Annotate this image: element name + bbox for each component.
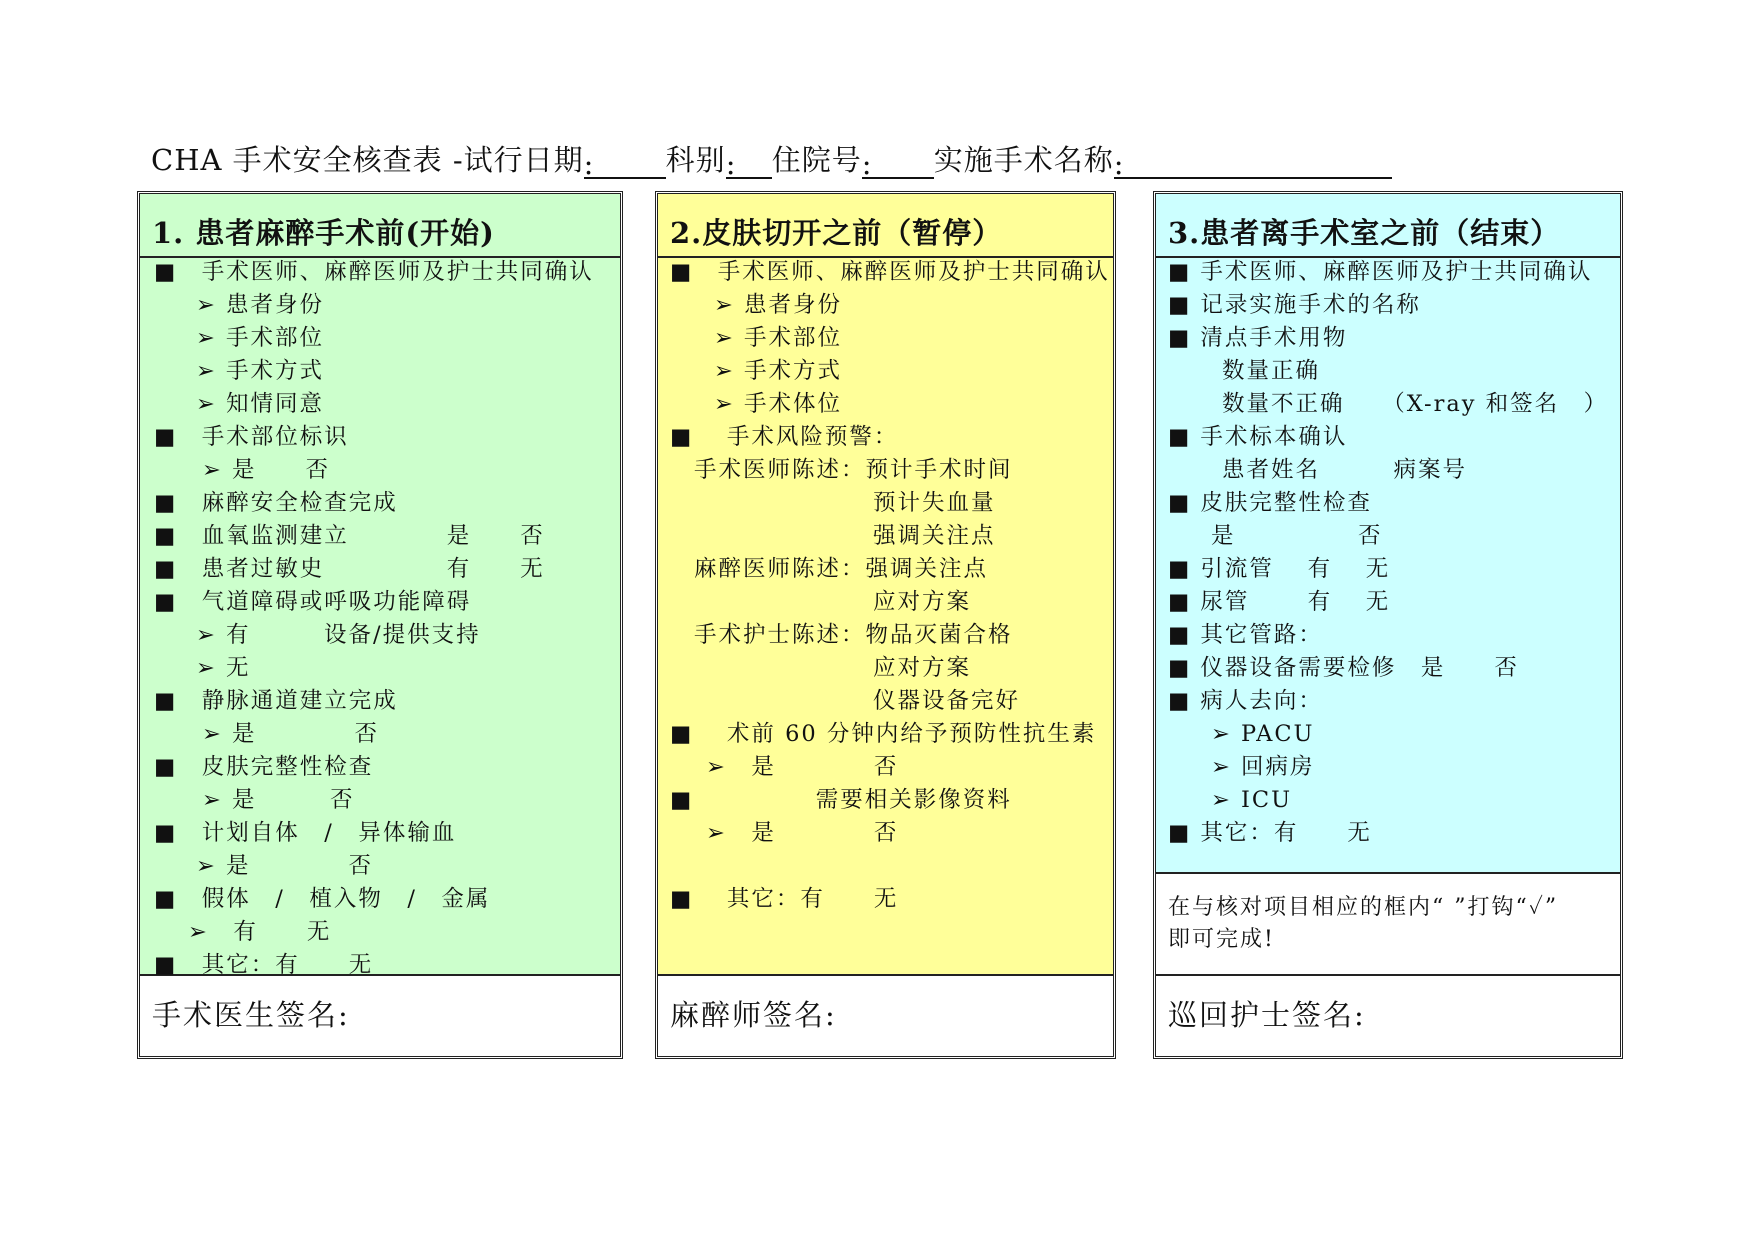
checklist-line[interactable]: ➢ 手术部位 xyxy=(714,325,843,351)
checklist-line[interactable]: ➢ 患者身份 xyxy=(714,292,843,318)
checklist-line[interactable]: ➢ 有 无 xyxy=(188,919,332,945)
checklist-line[interactable]: ➢ 是 否 xyxy=(706,820,899,846)
surgery-name-label: 实施手术名称 xyxy=(933,143,1114,177)
dept-blank[interactable]: : xyxy=(726,147,772,179)
instruction-line-1: 在与核对项目相应的框内“ ”打钩“✓” xyxy=(1168,895,1559,920)
checklist-line[interactable]: ➢ 是 否 xyxy=(202,721,380,747)
checklist-line: 应对方案 xyxy=(873,589,972,615)
checklist-line: 患者姓名 病案号 xyxy=(1222,457,1468,483)
checklist-line[interactable]: ■ 皮肤完整性检查 xyxy=(154,754,374,780)
checklist-line[interactable]: ➢ 是 否 xyxy=(196,853,374,879)
sign-in-header: 1. 患者麻醉手术前(开始) xyxy=(140,194,620,258)
checklist-line: 仪器设备完好 xyxy=(873,688,1021,714)
title-prefix: CHA 手术安全核查表 -试行日期 xyxy=(151,143,584,177)
checklist-line[interactable]: ➢ 是 否 xyxy=(202,457,331,483)
checklist-line[interactable]: ➢ 手术方式 xyxy=(196,358,325,384)
checklist-line: 预计失血量 xyxy=(873,490,996,516)
checklist-line[interactable]: ➢ 手术体位 xyxy=(714,391,843,417)
checklist-line[interactable]: ■ 病人去向： xyxy=(1168,688,1323,714)
sign-in-section xyxy=(137,191,623,1059)
time-out-checklist xyxy=(658,258,1113,976)
checklist-line: 麻醉医师陈述：强调关注点 xyxy=(694,556,989,582)
admission-blank[interactable]: : xyxy=(862,147,934,179)
sign-out-header: 3.患者离手术室之前（结束） xyxy=(1156,194,1620,258)
instruction-note xyxy=(1156,878,1620,976)
checklist-line[interactable]: 是 否 xyxy=(1211,523,1383,549)
checklist-line[interactable]: ■ 仪器设备需要检修 是 否 xyxy=(1168,655,1519,681)
checklist-line[interactable]: ■ 其它：有 无 xyxy=(1168,820,1372,846)
checklist-line[interactable]: ■ 麻醉安全检查完成 xyxy=(154,490,398,516)
checklist-line[interactable]: ■ 手术医师、麻醉医师及护士共同确认 xyxy=(154,259,594,285)
form-title xyxy=(151,138,1392,179)
checklist-line[interactable]: ➢ 知情同意 xyxy=(196,391,325,417)
admission-label: 住院号 xyxy=(771,143,862,177)
checklist-line[interactable]: ➢ 有 设备/提供支持 xyxy=(196,622,481,648)
checklist-line[interactable]: ■ 假体 / 植入物 / 金属 xyxy=(154,886,491,912)
checklist-line[interactable]: ■ 手术医师、麻醉医师及护士共同确认 xyxy=(1168,259,1593,285)
checklist-line[interactable]: ■ 需要相关影像资料 xyxy=(670,787,1012,813)
anesthetist-signature-field[interactable]: 麻醉师签名: xyxy=(670,998,837,1032)
date-blank[interactable]: : xyxy=(584,147,666,179)
checklist-line[interactable]: ■ 血氧监测建立 是 否 xyxy=(154,523,545,549)
checklist-line[interactable]: ■ 计划自体 / 异体输血 xyxy=(154,820,457,846)
surgeon-signature-field[interactable]: 手术医生签名: xyxy=(152,998,350,1032)
checklist-line: 应对方案 xyxy=(873,655,972,681)
checklist-line[interactable]: ➢ ICU xyxy=(1211,787,1293,813)
checklist-line[interactable]: ➢ PACU xyxy=(1211,721,1315,747)
checklist-line: 强调关注点 xyxy=(873,523,996,549)
checklist-line[interactable]: ➢ 是 否 xyxy=(202,787,355,813)
checklist-line: 手术医师陈述：预计手术时间 xyxy=(694,457,1013,483)
checklist-line[interactable]: ■ 手术风险预警： xyxy=(670,424,899,450)
checklist-line[interactable]: ■ 其它：有 无 xyxy=(670,886,899,912)
checklist-line[interactable]: ➢ 是 否 xyxy=(706,754,899,780)
checklist-line[interactable]: ■ 患者过敏史 有 无 xyxy=(154,556,545,582)
sign-out-section xyxy=(1153,191,1623,1059)
checklist-line[interactable]: ■ 手术标本确认 xyxy=(1168,424,1348,450)
checklist-line[interactable]: ■ 气道障碍或呼吸功能障碍 xyxy=(154,589,472,615)
dept-label: 科别 xyxy=(665,143,726,177)
surgery-name-blank[interactable]: : xyxy=(1114,147,1392,179)
checklist-line[interactable]: ➢ 手术方式 xyxy=(714,358,843,384)
checklist-line[interactable]: ➢ 回病房 xyxy=(1211,754,1315,780)
sign-out-checklist xyxy=(1156,258,1620,874)
checklist-line[interactable]: ■ 记录实施手术的名称 xyxy=(1168,292,1421,318)
sign-in-checklist xyxy=(140,258,620,976)
checklist-line[interactable]: ■ 清点手术用物 xyxy=(1168,325,1348,351)
checklist-line[interactable]: ■ 引流管 有 无 xyxy=(1168,556,1391,582)
time-out-header: 2.皮肤切开之前（暂停） xyxy=(658,194,1113,258)
checklist-line[interactable]: ■ 其它：有 无 xyxy=(154,952,374,978)
instruction-line-2: 即可完成! xyxy=(1168,927,1275,952)
checklist-line[interactable]: ■ 术前 60 分钟内给予预防性抗生素 xyxy=(670,721,1097,747)
checklist-line[interactable]: ➢ 患者身份 xyxy=(196,292,325,318)
checklist-line[interactable]: ➢ 无 xyxy=(196,655,251,681)
checklist-line[interactable]: ■ 手术部位标识 xyxy=(154,424,349,450)
checklist-line: 手术护士陈述：物品灭菌合格 xyxy=(694,622,1013,648)
checklist-line[interactable]: 数量正确 xyxy=(1222,358,1321,384)
checklist-line[interactable]: 数量不正确 （X-ray 和签名 ） xyxy=(1222,391,1609,417)
checklist-line[interactable]: ■ 静脉通道建立完成 xyxy=(154,688,398,714)
time-out-section xyxy=(655,191,1116,1059)
circulating-nurse-signature-field[interactable]: 巡回护士签名: xyxy=(1168,998,1366,1032)
checklist-line[interactable]: ■ 皮肤完整性检查 xyxy=(1168,490,1372,516)
checklist-line[interactable]: ■ 手术医师、麻醉医师及护士共同确认 xyxy=(670,259,1110,285)
checklist-line[interactable]: ➢ 手术部位 xyxy=(196,325,325,351)
checklist-line[interactable]: ■ 其它管路： xyxy=(1168,622,1323,648)
checklist-line[interactable]: ■ 尿管 有 无 xyxy=(1168,589,1391,615)
